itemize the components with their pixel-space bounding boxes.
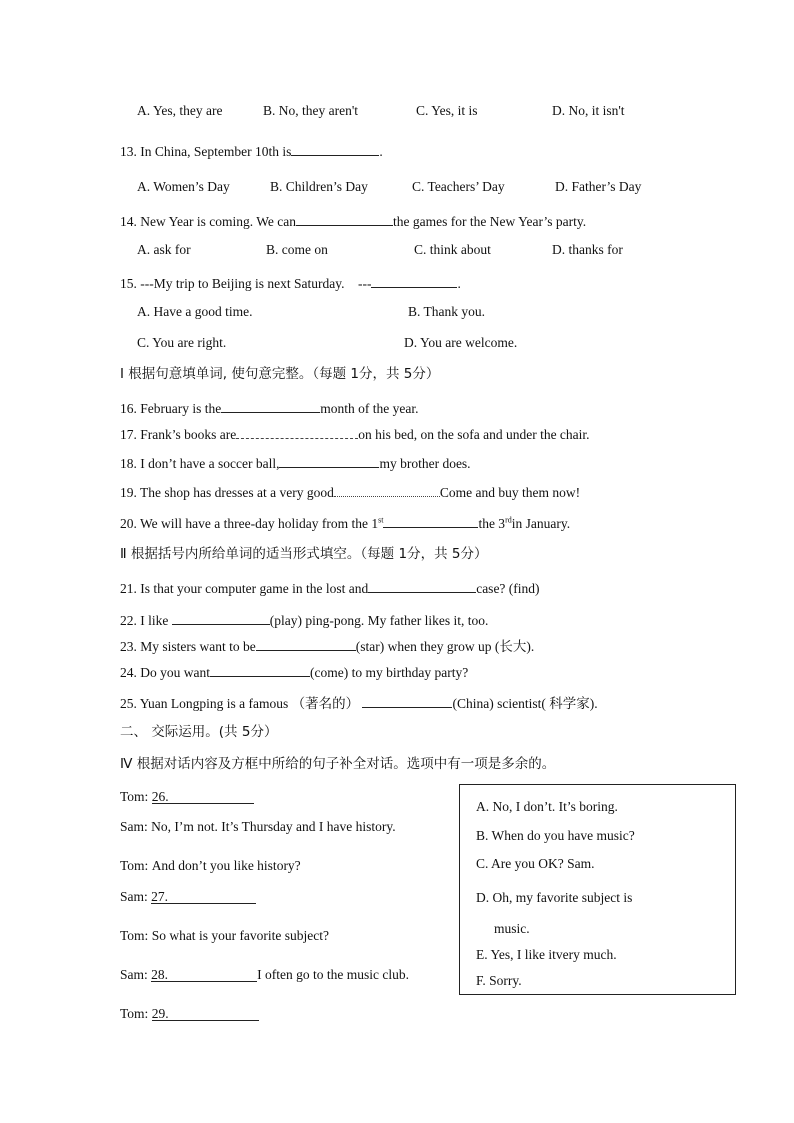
question-14 bbox=[120, 211, 586, 230]
question-19 bbox=[120, 484, 580, 501]
q19-text: 19. The shop has dresses at a very good bbox=[120, 485, 334, 500]
q22-blank[interactable] bbox=[172, 610, 270, 625]
q13-option-b: B. Children’s Day bbox=[270, 179, 368, 194]
q26-number: 26. bbox=[151, 789, 169, 804]
dialogue-line-2 bbox=[120, 819, 396, 835]
question-21 bbox=[120, 578, 540, 597]
q23-text-end: (star) when they grow up (长大). bbox=[355, 639, 535, 654]
q25-blank[interactable] bbox=[362, 693, 452, 708]
q20-sup-1: st bbox=[378, 515, 384, 525]
q20-text: 20. We will have a three-day holiday from the 1 bbox=[120, 516, 379, 531]
q26-blank[interactable] bbox=[152, 789, 254, 804]
q15-option-b: B. Thank you. bbox=[408, 304, 485, 319]
question-24 bbox=[120, 662, 468, 681]
q19-text-end: Come and buy them now! bbox=[439, 485, 581, 500]
q14-option-c: C. think about bbox=[414, 242, 491, 257]
q14-option-b: B. come on bbox=[266, 242, 328, 257]
q20-text-end: in January. bbox=[511, 516, 571, 531]
q16-blank[interactable] bbox=[221, 398, 320, 413]
q18-text-end: my brother does. bbox=[379, 456, 471, 471]
dialogue-text: No, I’m not. It’s Thursday and I have history. bbox=[151, 819, 396, 834]
dialogue-speaker: Tom: bbox=[120, 789, 149, 804]
q25-text-end: (China) scientist( 科学家). bbox=[452, 696, 598, 711]
q20-sup-2: rd bbox=[505, 515, 512, 525]
q16-text: 16. February is the bbox=[120, 401, 222, 416]
q23-blank[interactable] bbox=[256, 636, 356, 651]
section-4-title: Ⅳ 根据对话内容及方框中所给的句子补全对话。选项中有一项是多余的。 bbox=[120, 756, 556, 772]
question-22 bbox=[120, 610, 488, 629]
dialogue-speaker: Tom: bbox=[120, 858, 149, 873]
question-25 bbox=[120, 693, 598, 712]
q29-number: 29. bbox=[151, 1006, 169, 1021]
dialogue-speaker: Tom: bbox=[120, 1006, 149, 1021]
q20-blank[interactable] bbox=[383, 519, 478, 528]
q14-text: 14. New Year is coming. We can bbox=[120, 214, 297, 229]
q13-text: 13. In China, September 10th is bbox=[120, 144, 292, 159]
question-16 bbox=[120, 398, 418, 417]
dialogue-line-26 bbox=[120, 789, 254, 805]
question-23 bbox=[120, 636, 534, 655]
dialogue-speaker: Sam: bbox=[120, 967, 148, 982]
q12-option-a: A. Yes, they are bbox=[137, 103, 223, 118]
option-d: D. Oh, my favorite subject is bbox=[476, 890, 633, 905]
dialogue-speaker: Sam: bbox=[120, 819, 148, 834]
q18-text: 18. I don’t have a soccer ball, bbox=[120, 456, 280, 471]
q17-text: 17. Frank’s books are bbox=[120, 427, 237, 442]
q19-blank[interactable] bbox=[334, 484, 440, 497]
q24-text-end: (come) to my birthday party? bbox=[310, 665, 469, 680]
dialogue-line-3 bbox=[120, 858, 301, 874]
q21-text-end: case? (find) bbox=[476, 581, 540, 596]
section-1-title: Ⅰ 根据句意填单词, 使句意完整。（每题 1分，共 5分） bbox=[120, 366, 440, 382]
q17-text-end: on his bed, on the sofa and under the chair. bbox=[358, 427, 590, 442]
q14-text-end: the games for the New Year’s party. bbox=[393, 214, 587, 229]
q29-blank[interactable] bbox=[152, 1006, 259, 1021]
dialogue-text: So what is your favorite subject? bbox=[151, 928, 330, 943]
q24-text: 24. Do you want bbox=[120, 665, 210, 680]
question-13 bbox=[120, 141, 383, 160]
q24-blank[interactable] bbox=[210, 662, 310, 677]
q12-option-d: D. No, it isn't bbox=[552, 103, 625, 118]
q12-option-c: C. Yes, it is bbox=[416, 103, 478, 118]
dialogue-line-5 bbox=[120, 928, 329, 944]
dialogue-speaker: Tom: bbox=[120, 928, 149, 943]
q15-blank[interactable] bbox=[371, 273, 457, 288]
question-18 bbox=[120, 453, 471, 472]
q13-option-d: D. Father’s Day bbox=[555, 179, 642, 194]
dialogue-speaker: Sam: bbox=[120, 889, 148, 904]
q20-text-mid: the 3 bbox=[478, 516, 506, 531]
part-2-title: 二、 交际运用。(共 5分） bbox=[120, 724, 278, 740]
option-f: F. Sorry. bbox=[476, 973, 522, 988]
section-2-title: Ⅱ 根据括号内所给单词的适当形式填空。（每题 1分，共 5分） bbox=[120, 546, 488, 562]
q15-option-a: A. Have a good time. bbox=[137, 304, 253, 319]
q23-text: 23. My sisters want to be bbox=[120, 639, 256, 654]
q17-blank[interactable] bbox=[236, 428, 358, 439]
q27-blank[interactable] bbox=[151, 889, 256, 904]
q21-text: 21. Is that your computer game in the lost and bbox=[120, 581, 369, 596]
q15-option-d: D. You are welcome. bbox=[404, 335, 518, 350]
q15-option-c: C. You are right. bbox=[137, 335, 227, 350]
q28-number: 28. bbox=[151, 967, 169, 982]
dialogue-text: And don’t you like history? bbox=[151, 858, 301, 873]
question-20 bbox=[120, 516, 570, 532]
dialogue-text: I often go to the music club. bbox=[257, 967, 409, 982]
q21-blank[interactable] bbox=[368, 578, 476, 593]
dialogue-line-28 bbox=[120, 967, 409, 983]
q14-blank[interactable] bbox=[296, 211, 393, 226]
q27-number: 27. bbox=[151, 889, 169, 904]
option-d-continued: music. bbox=[494, 921, 530, 936]
q13-option-c: C. Teachers’ Day bbox=[412, 179, 505, 194]
q12-option-b: B. No, they aren't bbox=[263, 103, 359, 118]
q25-text: 25. Yuan Longping is a famous （著名的） bbox=[120, 696, 360, 711]
option-c: C. Are you OK? Sam. bbox=[476, 856, 595, 871]
option-a: A. No, I don’t. It’s boring. bbox=[476, 799, 618, 814]
q28-blank[interactable] bbox=[151, 967, 257, 982]
q13-blank[interactable] bbox=[291, 141, 379, 156]
q22-text: 22. I like bbox=[120, 613, 169, 628]
option-b: B. When do you have music? bbox=[476, 828, 635, 843]
question-17 bbox=[120, 427, 590, 443]
q14-option-d: D. thanks for bbox=[552, 242, 623, 257]
option-e: E. Yes, I like itvery much. bbox=[476, 947, 617, 962]
q22-text-end: (play) ping-pong. My father likes it, too. bbox=[269, 613, 489, 628]
q13-option-a: A. Women’s Day bbox=[137, 179, 230, 194]
question-15 bbox=[120, 273, 461, 292]
options-box bbox=[459, 784, 736, 995]
q15-end: . bbox=[457, 276, 461, 291]
q18-blank[interactable] bbox=[279, 453, 379, 468]
q14-option-a: A. ask for bbox=[137, 242, 191, 257]
q13-end: . bbox=[379, 144, 383, 159]
q15-reply-dash: --- bbox=[357, 276, 372, 291]
dialogue-line-29 bbox=[120, 1006, 259, 1022]
dialogue-line-27 bbox=[120, 889, 256, 905]
q16-text-end: month of the year. bbox=[320, 401, 419, 416]
q15-text: 15. ---My trip to Beijing is next Saturday. bbox=[120, 276, 345, 291]
